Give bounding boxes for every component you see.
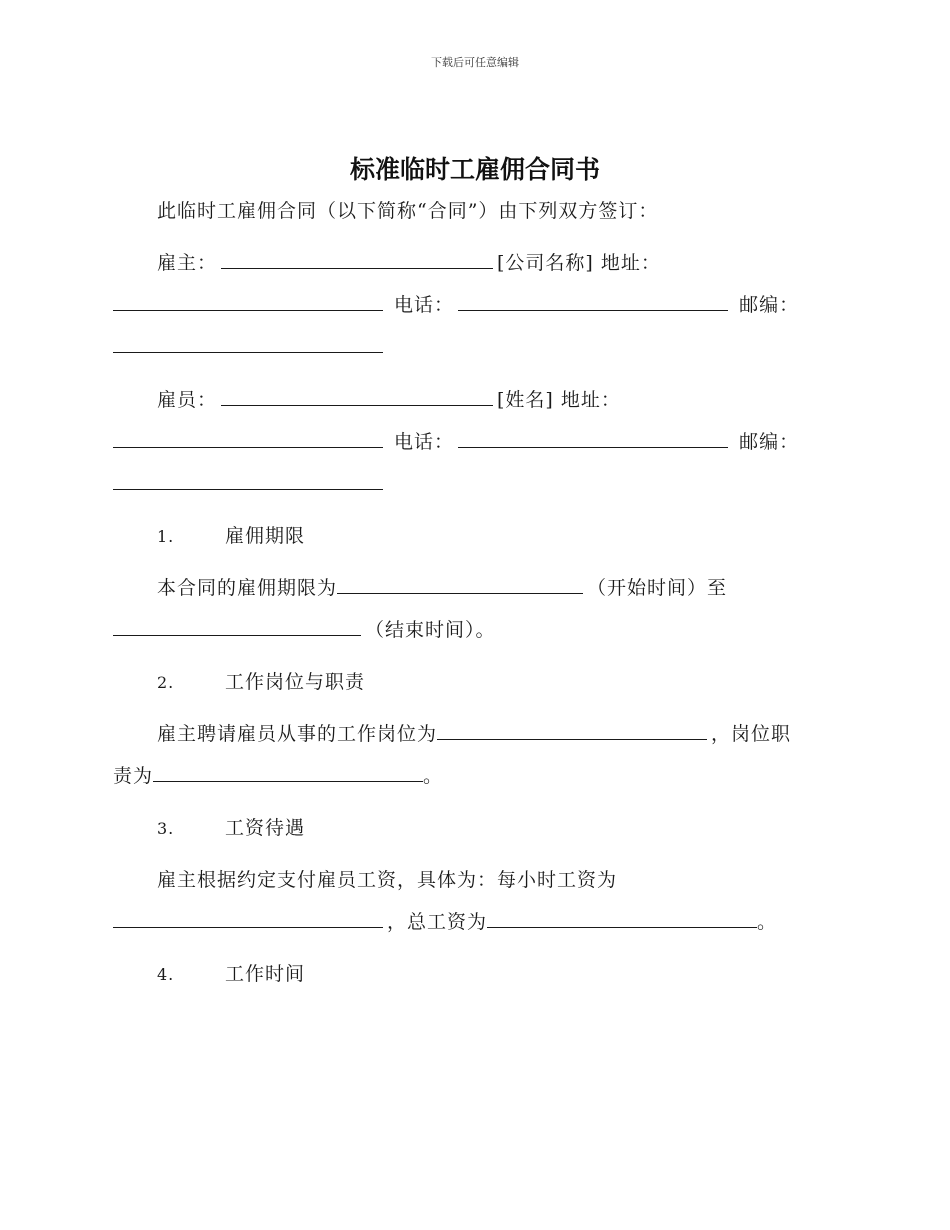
total-wage-blank[interactable]	[487, 909, 757, 928]
employee-line-2	[113, 429, 799, 455]
section-2-text-b: ，岗位职	[711, 723, 792, 745]
employee-address-label: 地址：	[560, 389, 621, 411]
employer-phone-blank[interactable]	[458, 292, 728, 311]
intro-paragraph	[157, 198, 658, 224]
section-3-number: 3.	[157, 819, 175, 838]
section-1-text-a: 本合同的雇佣期限为	[157, 577, 338, 599]
section-2-line-2	[113, 763, 443, 789]
section-4-heading	[157, 961, 305, 988]
section-3-text-b: ，总工资为	[387, 911, 488, 933]
employer-line-1	[157, 250, 661, 276]
employer-address-blank[interactable]	[113, 292, 383, 311]
employer-line-3	[113, 334, 387, 360]
employee-phone-label: 电话：	[394, 431, 455, 453]
intro-text: 此临时工雇佣合同（以下简称“合同”）由下列双方签订：	[157, 200, 659, 222]
section-4-title: 工作时间	[225, 963, 306, 985]
section-3-heading	[157, 815, 305, 842]
section-3-text-a: 雇主根据约定支付雇员工资，具体为：每小时工资为	[157, 869, 618, 891]
header-note: 下载后可任意编辑	[431, 56, 519, 69]
section-3-title: 工资待遇	[225, 817, 306, 839]
section-4-number: 4.	[157, 965, 175, 984]
section-2-title: 工作岗位与职责	[225, 671, 366, 693]
document-title: 标准临时工雇佣合同书	[349, 155, 600, 184]
section-2-text-a: 雇主聘请雇员从事的工作岗位为	[157, 723, 438, 745]
employer-phone-label: 电话：	[394, 294, 455, 316]
duties-blank[interactable]	[153, 763, 423, 782]
section-1-text-c: （结束时间）。	[365, 619, 496, 641]
employer-postcode-label: 邮编：	[739, 294, 800, 316]
employer-line-2	[113, 292, 799, 318]
employee-line-1	[157, 387, 621, 413]
section-2-number: 2.	[157, 673, 175, 692]
section-1-title: 雇佣期限	[225, 525, 306, 547]
section-1-text-b: （开始时间）至	[587, 577, 728, 599]
employer-postcode-blank[interactable]	[113, 334, 383, 353]
employee-address-blank[interactable]	[113, 429, 383, 448]
employer-company-hint: [公司名称]	[497, 252, 594, 274]
section-2-line-1	[157, 721, 791, 747]
employee-name-blank[interactable]	[221, 387, 493, 406]
employer-address-label: 地址：	[600, 252, 661, 274]
end-date-blank[interactable]	[113, 617, 361, 636]
employee-phone-blank[interactable]	[458, 429, 728, 448]
employee-line-3	[113, 471, 387, 497]
hourly-wage-blank[interactable]	[113, 909, 383, 928]
section-2-text-c: 责为	[113, 765, 154, 787]
position-blank[interactable]	[437, 721, 707, 740]
section-1-line-2	[113, 617, 496, 643]
section-2-text-d: 。	[423, 765, 444, 787]
employee-postcode-blank[interactable]	[113, 471, 383, 490]
section-3-line-2	[113, 909, 777, 935]
employer-label: 雇主：	[157, 252, 218, 274]
start-date-blank[interactable]	[337, 575, 583, 594]
section-3-line-1	[157, 867, 617, 893]
section-3-text-c: 。	[757, 911, 778, 933]
employee-label: 雇员：	[157, 389, 218, 411]
section-1-heading	[157, 523, 305, 550]
employee-postcode-label: 邮编：	[739, 431, 800, 453]
employer-name-blank[interactable]	[221, 250, 493, 269]
employee-name-hint: [姓名]	[497, 389, 554, 411]
section-1-number: 1.	[157, 527, 175, 546]
section-1-line-1	[157, 575, 727, 601]
section-2-heading	[157, 669, 365, 696]
